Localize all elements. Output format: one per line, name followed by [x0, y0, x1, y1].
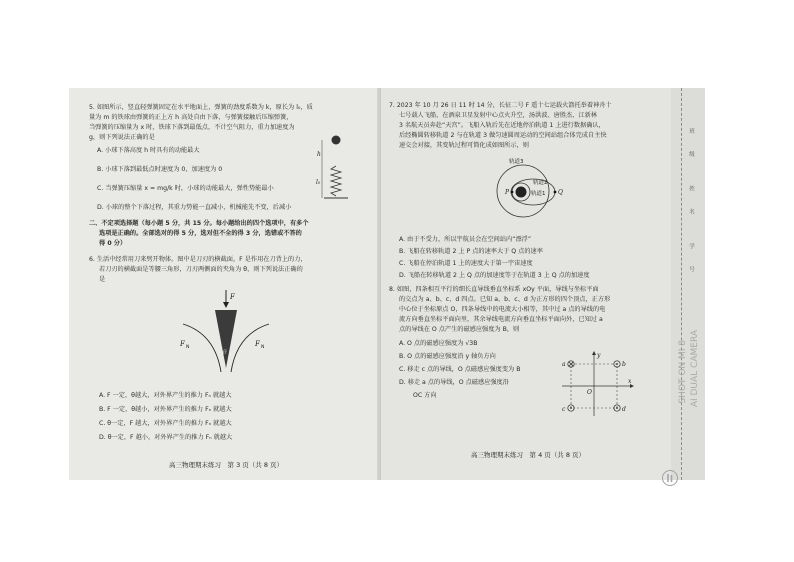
q8-option-d: D. 移走 a 点的导线，O 点磁感应强度沿	[399, 379, 509, 386]
q6-line-1: 6. 生活中经常用刀来劈开物体。图中是刀刃的横截面，F 是作用在刀背上的力，	[89, 256, 307, 263]
q8-line-3: 中心位于坐标原点 O，四条导线中的电流大小相等，其中过 a 点的导线的电	[399, 306, 606, 313]
left-page-footer: 高三物理期末练习 第 3 页（共 8 页）	[169, 461, 284, 469]
binding-margin	[671, 88, 705, 480]
q7-line-5: 速交会对接，其变轨过程可简化成如图所示，则	[399, 142, 529, 149]
q8-line-5: 点的导线在 O 点产生的磁感应强度为 B，则	[399, 326, 520, 333]
q7-option-a: A. 由于不受力，所以宇航员会在空间站内“漂浮”	[399, 236, 532, 243]
wire-d-dot	[616, 407, 618, 409]
section-2-line-3: 得 0 分）	[99, 240, 127, 247]
label-fn-right-sub: N	[261, 345, 265, 350]
binding-margin-text: 班 级 姓 名 学 号	[688, 128, 694, 278]
q6-option-a: A. F 一定，θ越大，对外界产生的推力 Fₙ 就越大	[99, 392, 232, 399]
label-c: c	[562, 406, 566, 413]
q7-line-1: 7. 2023 年 10 月 26 日 11 时 14 分，长征二号 F 遥十七运载火箭托举着神舟十	[389, 102, 612, 109]
q5-option-d: D. 小球的整个下落过程，其重力势能一直减小，机械能先不变，后减小	[97, 204, 292, 211]
q6-line-3: 是	[99, 276, 106, 283]
q7-line-2: 七号载人飞船，在酒泉卫星发射中心点火升空，汤洪波、唐胜杰、江新林	[399, 112, 597, 119]
earth	[516, 187, 527, 198]
q5-line-1: 5. 如图所示，竖直轻弹簧固定在水平地面上，弹簧的劲度系数为 k，原长为 l₀，质	[89, 104, 313, 111]
wire-c-dot	[570, 407, 572, 409]
q7-line-4: 后经椭圆转移轨道 2 与在轨道 3 做匀速圆周运动的空间站组合体完成自主快	[399, 132, 607, 139]
label-p: P	[505, 189, 510, 196]
y-axis-arrow	[592, 351, 596, 355]
label-orbit-1: 轨道1	[531, 191, 546, 197]
blade-cross-section-figure	[177, 288, 277, 374]
point-q	[554, 191, 557, 194]
q7-option-c: C. 飞船在停泊轨道 1 上的速度大于第一宇宙速度	[399, 260, 533, 267]
left-page	[69, 88, 381, 480]
watermark-line-2: AI DUAL CAMERA	[690, 330, 700, 408]
binding-dash-line	[681, 88, 682, 480]
q7-option-d: D. 飞船在转移轨道 2 上 Q 点的加速度等于在轨道 3 上 Q 点的加速度	[399, 272, 590, 279]
q5-option-b: B. 小球下落到最低点时速度为 0，加速度为 0	[97, 166, 223, 173]
q6-option-b: B. F 一定，θ越小，对外界产生的推力 Fₙ 就越大	[99, 406, 232, 413]
label-l0: l₀	[316, 179, 321, 186]
q8-option-b: B. O 点的磁感应强度沿 y 轴负方向	[399, 353, 496, 360]
right-page-footer: 高三物理期末练习 第 4 页（共 8 页）	[471, 451, 586, 459]
q5-option-a: A. 小球下落高度 h 时具有的动能最大	[97, 147, 200, 154]
camera-lens-glyph-icon	[664, 472, 676, 484]
label-a: a	[562, 361, 566, 368]
section-2-line-2: 选项是正确的。全部选对的得 5 分，选对但不全的得 3 分，选错或不答的	[99, 230, 302, 237]
q8-option-d-cont: OC 方向	[413, 392, 437, 399]
force-f-arrowhead	[223, 302, 229, 308]
label-x: x	[628, 378, 632, 385]
label-fn-right: F	[255, 340, 260, 348]
label-y: y	[597, 352, 601, 359]
label-theta: θ	[223, 349, 227, 356]
label-q: Q	[558, 189, 563, 196]
iron-ball	[332, 136, 341, 145]
spring-ball-figure	[312, 132, 352, 204]
label-b: b	[622, 361, 626, 368]
q5-line-4: g，则下列说法正确的是	[89, 134, 155, 141]
wire-coordinate-figure	[556, 350, 636, 420]
q8-line-1: 8. 如图，四条相互平行的细长直导线垂直坐标系 xOy 平面，导线与坐标平面	[389, 286, 599, 293]
q5-option-c: C. 当弹簧压缩量 x = mg/k 时，小球的动能最大，弹性势能最小	[97, 185, 274, 192]
q7-line-3: 3 名航天员奔赴“天宫”。飞船入轨后先在近地停泊轨道 1 上进行数据确认，	[399, 122, 605, 129]
label-d: d	[622, 406, 626, 413]
q8-option-a: A. O 点的磁感应强度为 √3B	[399, 340, 478, 347]
q7-option-b: B. 飞船在转移轨道 2 上 P 点的速率大于 Q 点的速率	[399, 248, 543, 255]
label-f: F	[230, 293, 235, 301]
q5-line-2: 量为 m 的铁球由弹簧的正上方 h 高处自由下落，与弹簧接触后压缩弹簧，	[89, 114, 293, 121]
watermark-line-1: SHOT ON MI 8	[678, 340, 688, 404]
q6-line-2: 若刀刃的横截面是等腰三角形，刀刃两侧面的夹角为 θ，则下列说法正确的	[99, 266, 303, 273]
label-o: O	[587, 389, 592, 396]
label-fn-left: F	[180, 340, 185, 348]
spring	[331, 166, 341, 196]
q6-option-d: D. θ一定，F 越小，对外界产生的推力 Fₙ 就越大	[99, 434, 233, 441]
label-orbit-2: 轨道2	[533, 180, 548, 186]
q5-line-3: 当弹簧的压缩量为 x 时，铁球下落到最低点，不计空气阻力，重力加速度为	[89, 124, 295, 131]
orbit-figure	[493, 154, 573, 218]
photographed-exam-spread	[69, 88, 705, 480]
q8-option-c: C. 移走 c 点的导线，O 点磁感应强度变为 B	[399, 366, 521, 373]
q8-line-4: 流方向垂直坐标平面向里，其余导线电流方向垂直坐标平面向外，已知过 a	[399, 316, 603, 323]
section-2-line-1: 二、不定项选择题（每小题 5 分，共 15 分。每小题给出的四个选项中，有多个	[89, 220, 309, 227]
q8-line-2: 的交点为 a、b、c、d 四点。已知 a、b、c、d 为正方形的四个顶点，正方形	[399, 296, 611, 303]
label-h: h	[317, 151, 321, 158]
point-p	[511, 191, 514, 194]
wire-b-dot	[616, 363, 618, 365]
label-fn-left-sub: N	[186, 345, 190, 350]
label-orbit-3: 轨道3	[509, 159, 524, 165]
right-page	[381, 88, 671, 480]
q6-option-c: C. θ一定，F 越大，对外界产生的推力 Fₙ 就越大	[99, 420, 232, 427]
